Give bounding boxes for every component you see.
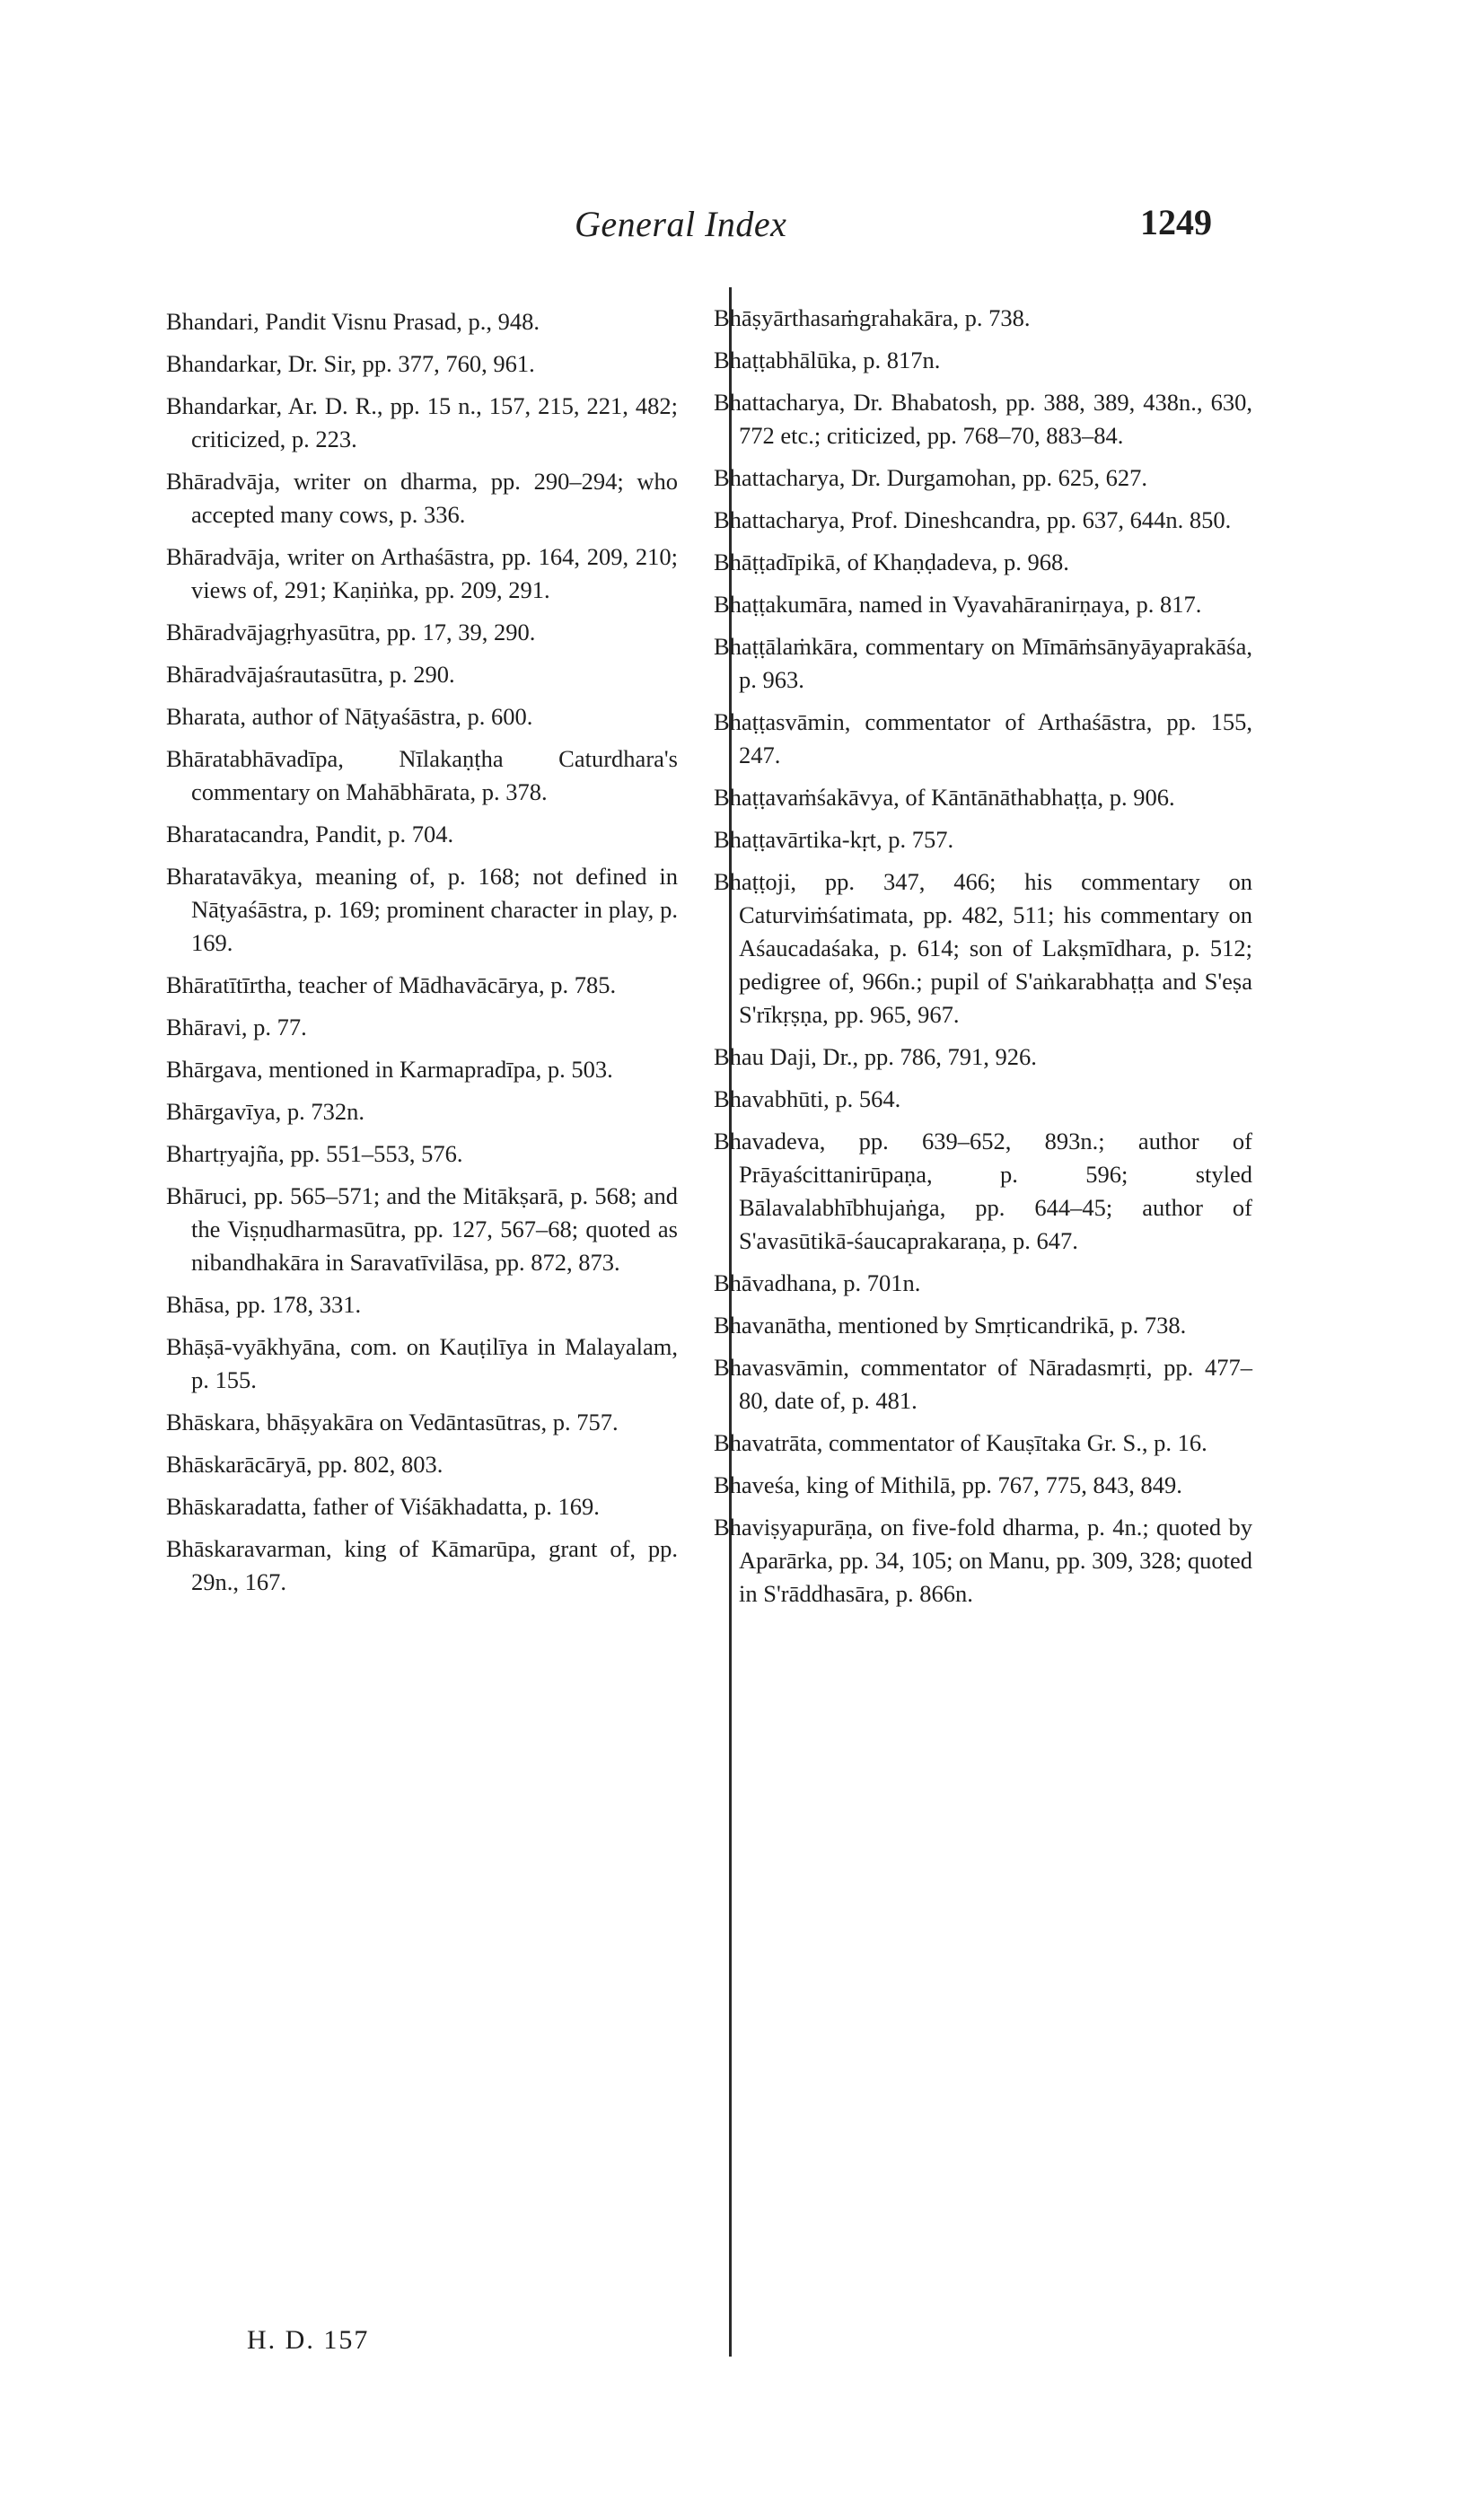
index-entry: Bhattacharya, Dr. Durgamohan, pp. 625, 627. <box>714 464 1148 491</box>
index-column-left <box>166 305 678 1608</box>
index-entry: Bhattacharya, Prof. Dineshcandra, pp. 637, 644n. 850. <box>714 506 1232 533</box>
index-entry: Bhattacharya, Dr. Bhabatosh, pp. 388, 389, 438n., 630, 772 etc.; criticized, pp. 768–70, 883–84. <box>714 389 1252 449</box>
index-entry: Bhaṭṭavārtika-kṛt, p. 757. <box>714 826 954 853</box>
index-entry: Bhāskaravarman, king of Kāmarūpa, grant of, pp. 29n., 167. <box>166 1535 678 1595</box>
index-entry: Bhāskarācāryā, pp. 802, 803. <box>166 1451 443 1478</box>
index-entry: Bhāskara, bhāṣyakāra on Vedāntasūtras, p. 757. <box>166 1409 619 1435</box>
index-entry: Bhāradvāja, writer on Arthaśāstra, pp. 164, 209, 210; views of, 291; Kaṇiṅka, pp. 209, 291. <box>166 543 678 603</box>
index-entry: Bhāradvājaśrautasūtra, p. 290. <box>166 661 455 688</box>
index-entry: Bhāradvājagṛhyasūtra, pp. 17, 39, 290. <box>166 619 536 645</box>
index-entry: Bharata, author of Nāṭyaśāstra, p. 600. <box>166 703 533 730</box>
index-entry: Bhāṭṭadīpikā, of Khaṇḍadeva, p. 968. <box>714 549 1069 575</box>
index-entry: Bhandarkar, Dr. Sir, pp. 377, 760, 961. <box>166 350 535 377</box>
index-entry: Bhāṣyārthasaṁgrahakāra, p. 738. <box>714 304 1031 331</box>
page-number: 1249 <box>1140 202 1212 242</box>
index-entry: Bhavasvāmin, commentator of Nāradasmṛti, pp. 477–80, date of, p. 481. <box>714 1354 1252 1414</box>
index-entry: Bhaṭṭoji, pp. 347, 466; his commentary on Caturviṁśatimata, pp. 482, 511; his commentary on Aśaucadaśaka, p. 614; son of Lakṣmīdhara, p. 512; pedigree of, 966n.; pupil of S'aṅkarabhaṭṭa and S'eṣa S'rīkṛṣṇa, pp. 965, 967. <box>714 868 1252 1028</box>
index-entry: Bhaṭṭabhālūka, p. 817n. <box>714 347 941 373</box>
index-entry: Bhāratabhāvadīpa, Nīlakaṇṭha Caturdhara's commentary on Mahābhārata, p. 378. <box>166 745 678 805</box>
index-entry: Bhāradvāja, writer on dharma, pp. 290–294; who accepted many cows, p. 336. <box>166 468 678 528</box>
index-entry: Bhavanātha, mentioned by Smṛticandrikā, p. 738. <box>714 1312 1187 1339</box>
index-column-right <box>714 302 1252 1620</box>
index-entry: Bhaṭṭasvāmin, commentator of Arthaśāstra, pp. 155, 247. <box>714 708 1252 768</box>
index-entry: Bhavadeva, pp. 639–652, 893n.; author of Prāyaścittanirūpaṇa, p. 596; styled Bālavalabhībhujaṅga, pp. 644–45; author of S'avasūtikā-śaucaprakaraṇa, p. 647. <box>714 1128 1252 1254</box>
index-entry: Bhaveśa, king of Mithilā, pp. 767, 775, 843, 849. <box>714 1471 1182 1498</box>
index-entry: Bhartṛyajña, pp. 551–553, 576. <box>166 1140 463 1167</box>
running-title: General Index <box>575 204 787 244</box>
index-entry: Bharatavākya, meaning of, p. 168; not defined in Nāṭyaśāstra, p. 169; prominent character in play, p. 169. <box>166 863 678 956</box>
index-entry: Bhaṭṭakumāra, named in Vyavahāranirṇaya, p. 817. <box>714 591 1202 618</box>
index-entry: Bhandarkar, Ar. D. R., pp. 15 n., 157, 215, 221, 482; criticized, p. 223. <box>166 392 678 452</box>
index-entry: Bhāruci, pp. 565–571; and the Mitākṣarā, p. 568; and the Viṣṇudharmasūtra, pp. 127, 567–68; quoted as nibandhakāra in Saravatīvilāsa, pp. 872, 873. <box>166 1182 678 1276</box>
index-entry: Bhaṭṭavaṁśakāvya, of Kāntānāthabhaṭṭa, p. 906. <box>714 784 1175 811</box>
index-entry: Bhāskaradatta, father of Viśākhadatta, p. 169. <box>166 1493 600 1520</box>
index-entry: Bhāravi, p. 77. <box>166 1014 307 1040</box>
index-entry: Bhau Daji, Dr., pp. 786, 791, 926. <box>714 1043 1037 1070</box>
index-entry: Bhaṭṭālaṁkāra, commentary on Mīmāṁsānyāyaprakāśa, p. 963. <box>714 633 1252 693</box>
index-entry: Bhāṣā-vyākhyāna, com. on Kauṭilīya in Malayalam, p. 155. <box>166 1333 678 1393</box>
index-entry: Bhāratītīrtha, teacher of Mādhavācārya, p. 785. <box>166 971 617 998</box>
index-entry: Bhāsa, pp. 178, 331. <box>166 1291 362 1318</box>
index-entry: Bharatacandra, Pandit, p. 704. <box>166 821 454 847</box>
index-entry: Bhārgavīya, p. 732n. <box>166 1098 365 1125</box>
index-entry: Bhārgava, mentioned in Karmapradīpa, p. 503. <box>166 1056 613 1083</box>
index-entry: Bhavabhūti, p. 564. <box>714 1085 901 1112</box>
index-entry: Bhāvadhana, p. 701n. <box>714 1269 921 1296</box>
index-entry: Bhavatrāta, commentator of Kauṣītaka Gr. S., p. 16. <box>714 1429 1207 1456</box>
signature-mark: H. D. 157 <box>247 2325 370 2355</box>
index-entry: Bhandari, Pandit Visnu Prasad, p., 948. <box>166 308 540 335</box>
index-entry: Bhaviṣyapurāṇa, on five-fold dharma, p. 4n.; quoted by Aparārka, pp. 34, 105; on Manu, pp. 309, 328; quoted in S'rāddhasāra, p. 866n. <box>714 1514 1252 1607</box>
